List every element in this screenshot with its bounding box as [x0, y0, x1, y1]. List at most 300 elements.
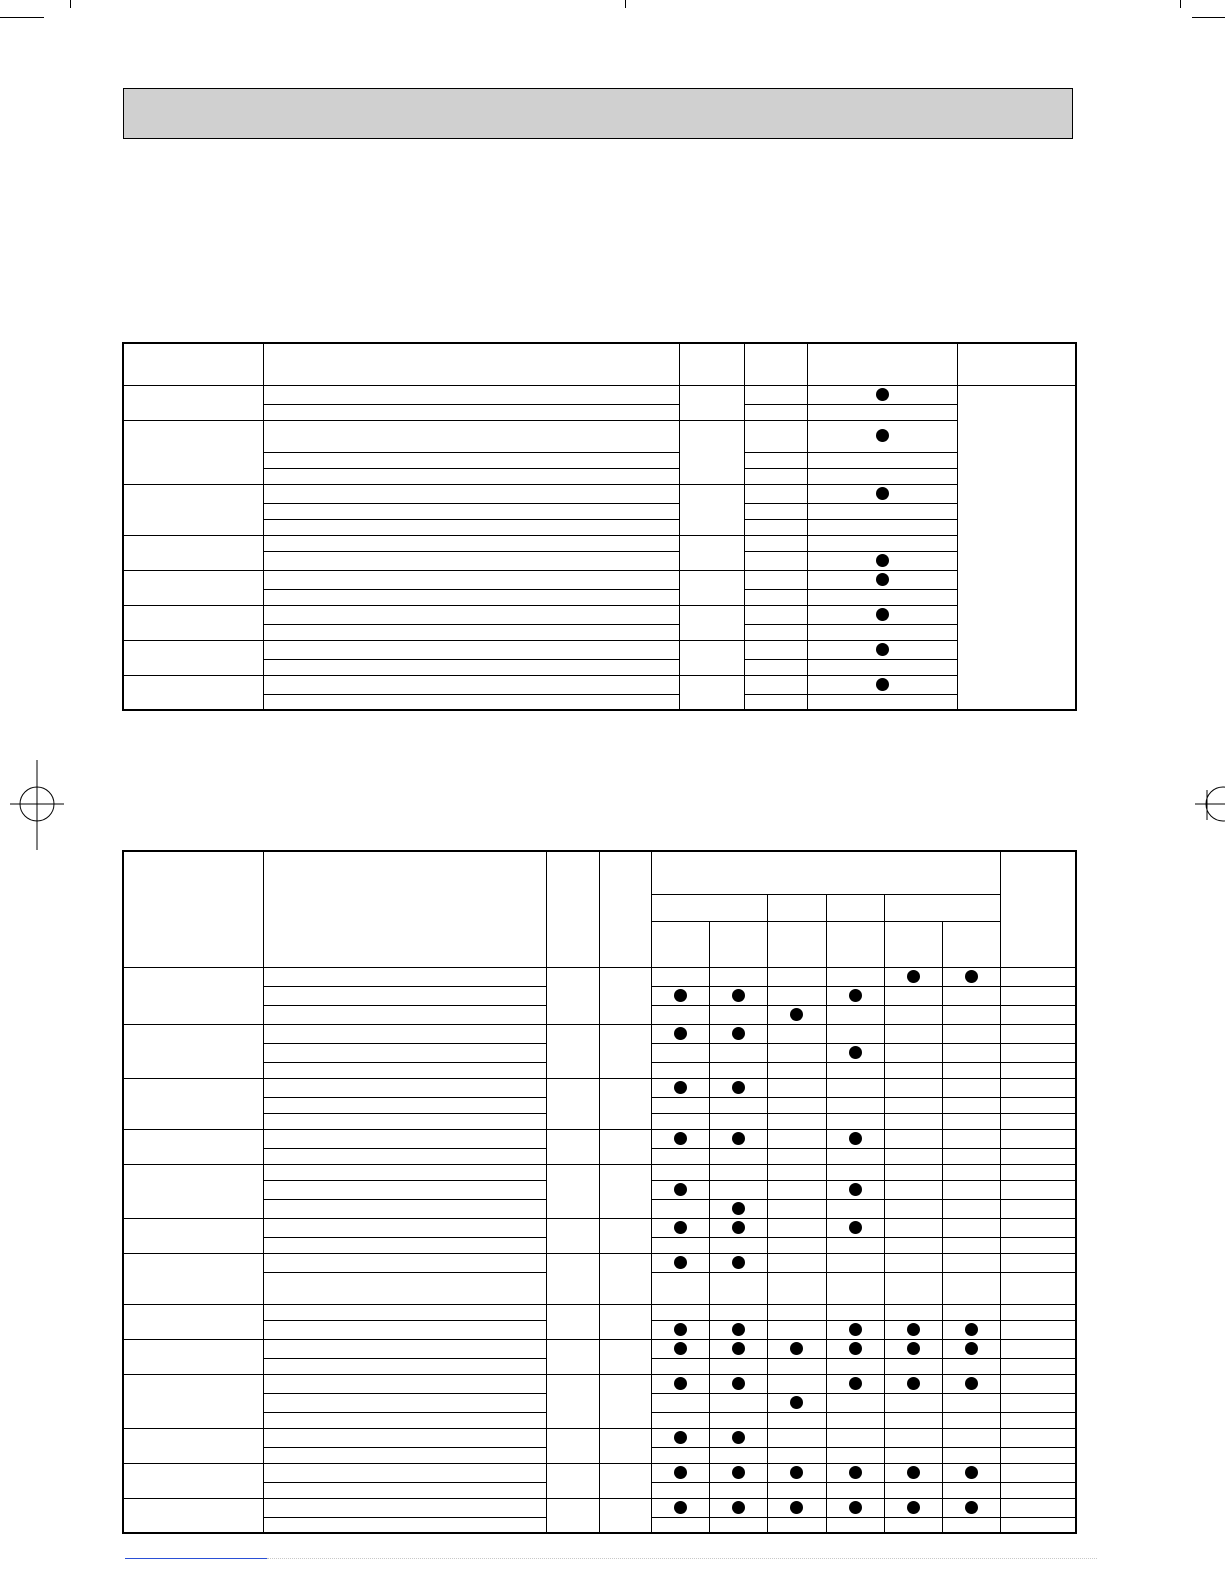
- table-row: [123, 551, 1076, 570]
- table-2-remark-cell: [1000, 1339, 1076, 1358]
- table-2-check-cell: [826, 1358, 884, 1374]
- filled-circle-icon: [732, 1342, 745, 1355]
- table-2-check-cell: [651, 1129, 709, 1148]
- footer-link-underline: [125, 1558, 267, 1559]
- table-2-check-cell: [826, 1199, 884, 1218]
- table-2-check-cell: [884, 986, 942, 1005]
- table-1-value-cell: [744, 452, 807, 468]
- table-2-item-cell: [263, 1374, 546, 1393]
- table-2-code-cell: [546, 1078, 599, 1129]
- table-2-remark-cell: [1000, 1043, 1076, 1062]
- table-1-mark-cell: [807, 551, 957, 570]
- table-2-check-cell: [709, 1358, 767, 1374]
- table-1-header-cell: [679, 343, 744, 385]
- table-2-remark-cell: [1000, 1218, 1076, 1237]
- table-row: [123, 1078, 1076, 1097]
- table-2-check-cell: [826, 1304, 884, 1320]
- filled-circle-icon: [732, 1323, 745, 1336]
- table-row: [123, 1498, 1076, 1517]
- table-2-item-cell: [263, 1129, 546, 1148]
- table-1-item-cell: [263, 659, 679, 675]
- table-1-group-cell: [123, 535, 263, 570]
- table-2-code-cell: [546, 1024, 599, 1078]
- filled-circle-icon: [674, 1221, 687, 1234]
- table-2-check-cell: [767, 1199, 826, 1218]
- table-2-subheader-cell: [709, 921, 767, 967]
- table-2-check-cell: [651, 1237, 709, 1253]
- table-2-check-cell: [709, 1272, 767, 1304]
- filled-circle-icon: [849, 1046, 862, 1059]
- table-2-code-cell: [599, 1339, 651, 1374]
- table-2-code-cell: [599, 1374, 651, 1428]
- table-2-code-cell: [546, 1129, 599, 1164]
- table-2-group-cell: [123, 1498, 263, 1533]
- table-1-item-cell: [263, 404, 679, 420]
- table-2-group-cell: [123, 967, 263, 1024]
- filled-circle-icon: [849, 989, 862, 1002]
- table-2-check-cell: [884, 1043, 942, 1062]
- table-2-remark-cell: [1000, 1447, 1076, 1463]
- table-2-check-cell: [651, 1304, 709, 1320]
- table-2-check-cell: [884, 1199, 942, 1218]
- footer-dotted-rule: [267, 1558, 1097, 1559]
- table-2-check-cell: [826, 1272, 884, 1304]
- table-1-header-cell: [744, 343, 807, 385]
- table-2-check-cell: [826, 1374, 884, 1393]
- filled-circle-icon: [876, 554, 889, 567]
- table-2-check-cell: [826, 1393, 884, 1412]
- filled-circle-icon: [674, 1466, 687, 1479]
- table-row: [123, 452, 1076, 468]
- filled-circle-icon: [907, 1501, 920, 1514]
- table-2-check-cell: [826, 1078, 884, 1097]
- table-1-mark-cell: [807, 605, 957, 624]
- table-2-check-cell: [884, 1339, 942, 1358]
- table-2-check-cell: [884, 1180, 942, 1199]
- table-2-code-cell: [599, 1498, 651, 1533]
- table-2-check-cell: [709, 1129, 767, 1148]
- table-row: [123, 535, 1076, 551]
- table-row: [123, 385, 1076, 404]
- table-2-item-cell: [263, 1358, 546, 1374]
- filled-circle-icon: [849, 1501, 862, 1514]
- table-2-check-cell: [709, 1164, 767, 1180]
- table-2-check-cell: [709, 1062, 767, 1078]
- table-1-value-cell: [744, 589, 807, 605]
- table-2-subheader-cell: [884, 894, 1000, 921]
- table-2-check-cell: [709, 1097, 767, 1113]
- table-2-check-cell: [826, 967, 884, 986]
- table-2-check-cell: [942, 1447, 1000, 1463]
- table-1-remark-cell: [957, 385, 1076, 710]
- table-2-item-cell: [263, 1199, 546, 1218]
- table-2-remark-cell: [1000, 1374, 1076, 1393]
- table-2-check-cell: [767, 1463, 826, 1482]
- table-row: [123, 694, 1076, 710]
- filled-circle-icon: [876, 487, 889, 500]
- table-1-mark-cell: [807, 659, 957, 675]
- table-row: [123, 519, 1076, 535]
- table-1-mark-cell: [807, 484, 957, 503]
- table-2-check-cell: [651, 1272, 709, 1304]
- table-2-check-cell: [651, 1412, 709, 1428]
- table-2-check-cell: [884, 1129, 942, 1148]
- table-2-check-cell: [942, 1393, 1000, 1412]
- table-2-remark-cell: [1000, 1078, 1076, 1097]
- table-2-check-cell: [767, 1339, 826, 1358]
- table-2-check-cell: [942, 1043, 1000, 1062]
- table-2-check-cell: [767, 986, 826, 1005]
- table-2-check-cell: [709, 1517, 767, 1533]
- table-2-check-cell: [767, 1005, 826, 1024]
- table-2-check-cell: [826, 1148, 884, 1164]
- table-row: [123, 404, 1076, 420]
- table-2-code-cell: [599, 1164, 651, 1218]
- table-2-header-span-cell: [651, 851, 1000, 894]
- table-2-check-cell: [826, 1218, 884, 1237]
- table-2-check-cell: [884, 1304, 942, 1320]
- table-2-subheader-cell: [826, 921, 884, 967]
- table-2-check-cell: [651, 1428, 709, 1447]
- table-2-item-cell: [263, 1304, 546, 1320]
- table-2-subheader-cell: [767, 921, 826, 967]
- table-2-code-cell: [599, 1218, 651, 1253]
- table-2-check-cell: [942, 1482, 1000, 1498]
- table-2-check-cell: [826, 1062, 884, 1078]
- filled-circle-icon: [732, 1027, 745, 1040]
- table-2-group-cell: [123, 1218, 263, 1253]
- table-2-remark-cell: [1000, 1062, 1076, 1078]
- table-2-check-cell: [651, 1180, 709, 1199]
- filled-circle-icon: [732, 1202, 745, 1215]
- table-2-check-cell: [826, 1237, 884, 1253]
- table-2-remark-cell: [1000, 1498, 1076, 1517]
- table-2-check-cell: [709, 1180, 767, 1199]
- table-row: [123, 1024, 1076, 1043]
- table-2-check-cell: [767, 1218, 826, 1237]
- table-1-item-cell: [263, 551, 679, 570]
- filled-circle-icon: [732, 1081, 745, 1094]
- table-2-check-cell: [884, 1498, 942, 1517]
- table-2-check-cell: [651, 1078, 709, 1097]
- table-2-remark-cell: [1000, 1024, 1076, 1043]
- filled-circle-icon: [674, 1342, 687, 1355]
- table-2-remark-cell: [1000, 1237, 1076, 1253]
- table-1-item-cell: [263, 640, 679, 659]
- table-2-subheader-cell: [826, 894, 884, 921]
- table-2-check-cell: [942, 1320, 1000, 1339]
- filled-circle-icon: [790, 1342, 803, 1355]
- table-2-header-cell: [1000, 851, 1076, 967]
- table-2-check-cell: [942, 967, 1000, 986]
- table-2-code-cell: [599, 1253, 651, 1304]
- table-2-subheader-cell: [651, 921, 709, 967]
- table-1-header-cell: [957, 343, 1076, 385]
- table-2-check-cell: [651, 1358, 709, 1374]
- table-2-group-cell: [123, 1374, 263, 1428]
- table-row: [123, 1374, 1076, 1393]
- table-2-check-cell: [651, 1482, 709, 1498]
- table-2-check-cell: [709, 1148, 767, 1164]
- table-2-remark-cell: [1000, 1180, 1076, 1199]
- table-1-mark-cell: [807, 570, 957, 589]
- table-2-check-cell: [826, 1447, 884, 1463]
- table-2-item-cell: [263, 986, 546, 1005]
- table-2-check-cell: [884, 1218, 942, 1237]
- table-2-check-cell: [884, 1428, 942, 1447]
- table-1-mark-cell: [807, 385, 957, 404]
- table-2-check-cell: [942, 1412, 1000, 1428]
- table-2-check-cell: [651, 1113, 709, 1129]
- table-2-check-cell: [767, 1447, 826, 1463]
- table-2-remark-cell: [1000, 967, 1076, 986]
- table-1-value-cell: [744, 385, 807, 404]
- table-1-mark-cell: [807, 640, 957, 659]
- filled-circle-icon: [907, 1466, 920, 1479]
- table-2-check-cell: [884, 1463, 942, 1482]
- table-1-header-cell: [807, 343, 957, 385]
- filled-circle-icon: [849, 1466, 862, 1479]
- filled-circle-icon: [674, 1081, 687, 1094]
- table-1-value-cell: [744, 640, 807, 659]
- filled-circle-icon: [732, 1377, 745, 1390]
- filled-circle-icon: [732, 1256, 745, 1269]
- table-2-group-cell: [123, 1428, 263, 1463]
- table-2-check-cell: [767, 1113, 826, 1129]
- filled-circle-icon: [907, 970, 920, 983]
- table-2-check-cell: [826, 1043, 884, 1062]
- filled-circle-icon: [849, 1132, 862, 1145]
- table-2-check-cell: [942, 1253, 1000, 1272]
- filled-circle-icon: [732, 1221, 745, 1234]
- table-2-group-cell: [123, 1253, 263, 1304]
- table-2-check-cell: [709, 1428, 767, 1447]
- filled-circle-icon: [876, 678, 889, 691]
- table-2-check-cell: [709, 1218, 767, 1237]
- table-2-item-cell: [263, 1412, 546, 1428]
- table-2-check-cell: [767, 1253, 826, 1272]
- table-2-check-cell: [651, 1374, 709, 1393]
- table-2-remark-cell: [1000, 1304, 1076, 1320]
- table-1-value-cell: [744, 484, 807, 503]
- table-1-header-cell: [123, 343, 263, 385]
- table-2-check-cell: [709, 1374, 767, 1393]
- table-2-check-cell: [651, 1043, 709, 1062]
- table-2-item-cell: [263, 1428, 546, 1447]
- filled-circle-icon: [965, 1377, 978, 1390]
- table-2-check-cell: [651, 986, 709, 1005]
- table-1-value-cell: [744, 404, 807, 420]
- filled-circle-icon: [674, 1183, 687, 1196]
- table-2-remark-cell: [1000, 986, 1076, 1005]
- table-2-code-cell: [546, 1463, 599, 1498]
- table-2-item-cell: [263, 1164, 546, 1180]
- table-2-code-cell: [546, 1304, 599, 1339]
- table-2-code-cell: [546, 1498, 599, 1533]
- table-2-check-cell: [767, 1304, 826, 1320]
- table-2-group-cell: [123, 1304, 263, 1339]
- table-2-check-cell: [767, 1062, 826, 1078]
- table-2-check-cell: [942, 1463, 1000, 1482]
- table-2-check-cell: [942, 1199, 1000, 1218]
- table-2-check-cell: [651, 1199, 709, 1218]
- table-1-code-cell: [679, 675, 744, 710]
- table-2-check-cell: [942, 1218, 1000, 1237]
- table-2-check-cell: [942, 1517, 1000, 1533]
- table-1-value-cell: [744, 551, 807, 570]
- table-2-check-cell: [942, 986, 1000, 1005]
- table-2-check-cell: [709, 1043, 767, 1062]
- table-2-check-cell: [826, 1428, 884, 1447]
- table-row: [123, 570, 1076, 589]
- table-2-check-cell: [942, 1129, 1000, 1148]
- table-2-check-cell: [709, 967, 767, 986]
- table-1-value-cell: [744, 624, 807, 640]
- table-2-check-cell: [767, 1482, 826, 1498]
- table-2-check-cell: [709, 1078, 767, 1097]
- table-2-check-cell: [709, 1482, 767, 1498]
- table-2-check-cell: [651, 1164, 709, 1180]
- table-2-item-cell: [263, 1393, 546, 1412]
- table-2-code-cell: [599, 967, 651, 1024]
- filled-circle-icon: [674, 1377, 687, 1390]
- table-2-remark-cell: [1000, 1097, 1076, 1113]
- table-row: [123, 1218, 1076, 1237]
- filled-circle-icon: [674, 989, 687, 1002]
- table-row: [123, 1129, 1076, 1148]
- table-2-check-cell: [884, 1253, 942, 1272]
- table-2-check-cell: [651, 1498, 709, 1517]
- table-2-subheader-cell: [651, 894, 767, 921]
- table-2-item-cell: [263, 1024, 546, 1043]
- table-1-group-cell: [123, 570, 263, 605]
- table-2-remark-cell: [1000, 1113, 1076, 1129]
- table-2-item-cell: [263, 1180, 546, 1199]
- table-2-check-cell: [767, 1180, 826, 1199]
- table-row: [123, 503, 1076, 519]
- table-2-check-cell: [767, 1272, 826, 1304]
- table-2-check-cell: [942, 1304, 1000, 1320]
- table-1-item-cell: [263, 420, 679, 452]
- table-2-group-cell: [123, 1164, 263, 1218]
- table-2-check-cell: [884, 967, 942, 986]
- table-2-group-cell: [123, 1463, 263, 1498]
- table-2-check-cell: [942, 1498, 1000, 1517]
- table-1-item-cell: [263, 484, 679, 503]
- table-2-code-cell: [546, 967, 599, 1024]
- table-1-item-cell: [263, 570, 679, 589]
- table-1-item-cell: [263, 503, 679, 519]
- table-2-remark-cell: [1000, 1320, 1076, 1339]
- table-2-check-cell: [651, 1024, 709, 1043]
- table-1-mark-cell: [807, 420, 957, 452]
- table-2-check-cell: [884, 1517, 942, 1533]
- table-row: [123, 1463, 1076, 1482]
- filled-circle-icon: [674, 1431, 687, 1444]
- table-2-code-cell: [546, 1164, 599, 1218]
- filled-circle-icon: [674, 1132, 687, 1145]
- table-2-subheader-cell: [884, 921, 942, 967]
- table-1-group-cell: [123, 640, 263, 675]
- table-2-check-cell: [651, 1218, 709, 1237]
- table-2-check-cell: [709, 1412, 767, 1428]
- table-1-value-cell: [744, 503, 807, 519]
- table-row: [123, 967, 1076, 986]
- table-2-check-cell: [709, 1113, 767, 1129]
- table-2-check-cell: [884, 1113, 942, 1129]
- table-1-group-cell: [123, 605, 263, 640]
- table-2-check-cell: [826, 1253, 884, 1272]
- table-row: [123, 675, 1076, 694]
- table-1-item-cell: [263, 624, 679, 640]
- table-2-check-cell: [942, 1148, 1000, 1164]
- table-2-check-cell: [709, 1237, 767, 1253]
- table-1-value-cell: [744, 675, 807, 694]
- filled-circle-icon: [965, 1501, 978, 1514]
- filled-circle-icon: [674, 1027, 687, 1040]
- table-2-check-cell: [884, 1320, 942, 1339]
- table-2-check-cell: [826, 1517, 884, 1533]
- table-2-check-cell: [884, 1005, 942, 1024]
- filled-circle-icon: [732, 1466, 745, 1479]
- filled-circle-icon: [907, 1342, 920, 1355]
- table-2-item-cell: [263, 1253, 546, 1272]
- table-2-header-cell: [599, 851, 651, 967]
- table-2-item-cell: [263, 1113, 546, 1129]
- table-2-check-cell: [651, 1148, 709, 1164]
- table-2-item-cell: [263, 1062, 546, 1078]
- table-1-group-cell: [123, 484, 263, 535]
- filled-circle-icon: [965, 1323, 978, 1336]
- table-2-check-cell: [767, 1097, 826, 1113]
- table-1-mark-cell: [807, 452, 957, 468]
- table-2-check-cell: [709, 1447, 767, 1463]
- table-2-check-cell: [942, 1097, 1000, 1113]
- table-2-check-cell: [942, 1272, 1000, 1304]
- filled-circle-icon: [876, 388, 889, 401]
- table-row: [123, 420, 1076, 452]
- table-row: [123, 468, 1076, 484]
- table-2-header-cell: [546, 851, 599, 967]
- table-row: [123, 659, 1076, 675]
- filled-circle-icon: [732, 1501, 745, 1514]
- table-2-check-cell: [651, 1062, 709, 1078]
- table-1-mark-cell: [807, 535, 957, 551]
- table-2-item-cell: [263, 1078, 546, 1097]
- crop-mark-top-left-h: [0, 17, 44, 18]
- table-2-group-cell: [123, 1339, 263, 1374]
- table-1-value-cell: [744, 694, 807, 710]
- table-2-remark-cell: [1000, 1412, 1076, 1428]
- table-2-item-cell: [263, 1339, 546, 1358]
- table-1-code-cell: [679, 420, 744, 484]
- table-2-check-cell: [826, 1113, 884, 1129]
- table-2-remark-cell: [1000, 1129, 1076, 1148]
- table-2-check-cell: [942, 1113, 1000, 1129]
- table-2-code-cell: [546, 1428, 599, 1463]
- table-2-subheader-cell: [942, 921, 1000, 967]
- table-2-check-cell: [767, 1358, 826, 1374]
- table-2-check-cell: [767, 1517, 826, 1533]
- table-2-check-cell: [942, 1164, 1000, 1180]
- crop-mark-top-center: [625, 0, 626, 8]
- table-2-group-cell: [123, 1024, 263, 1078]
- table-2-code-cell: [546, 1218, 599, 1253]
- table-2-header-cell: [263, 851, 546, 967]
- table-2-check-cell: [767, 1320, 826, 1339]
- table-1-code-cell: [679, 570, 744, 605]
- table-2-check-cell: [767, 1237, 826, 1253]
